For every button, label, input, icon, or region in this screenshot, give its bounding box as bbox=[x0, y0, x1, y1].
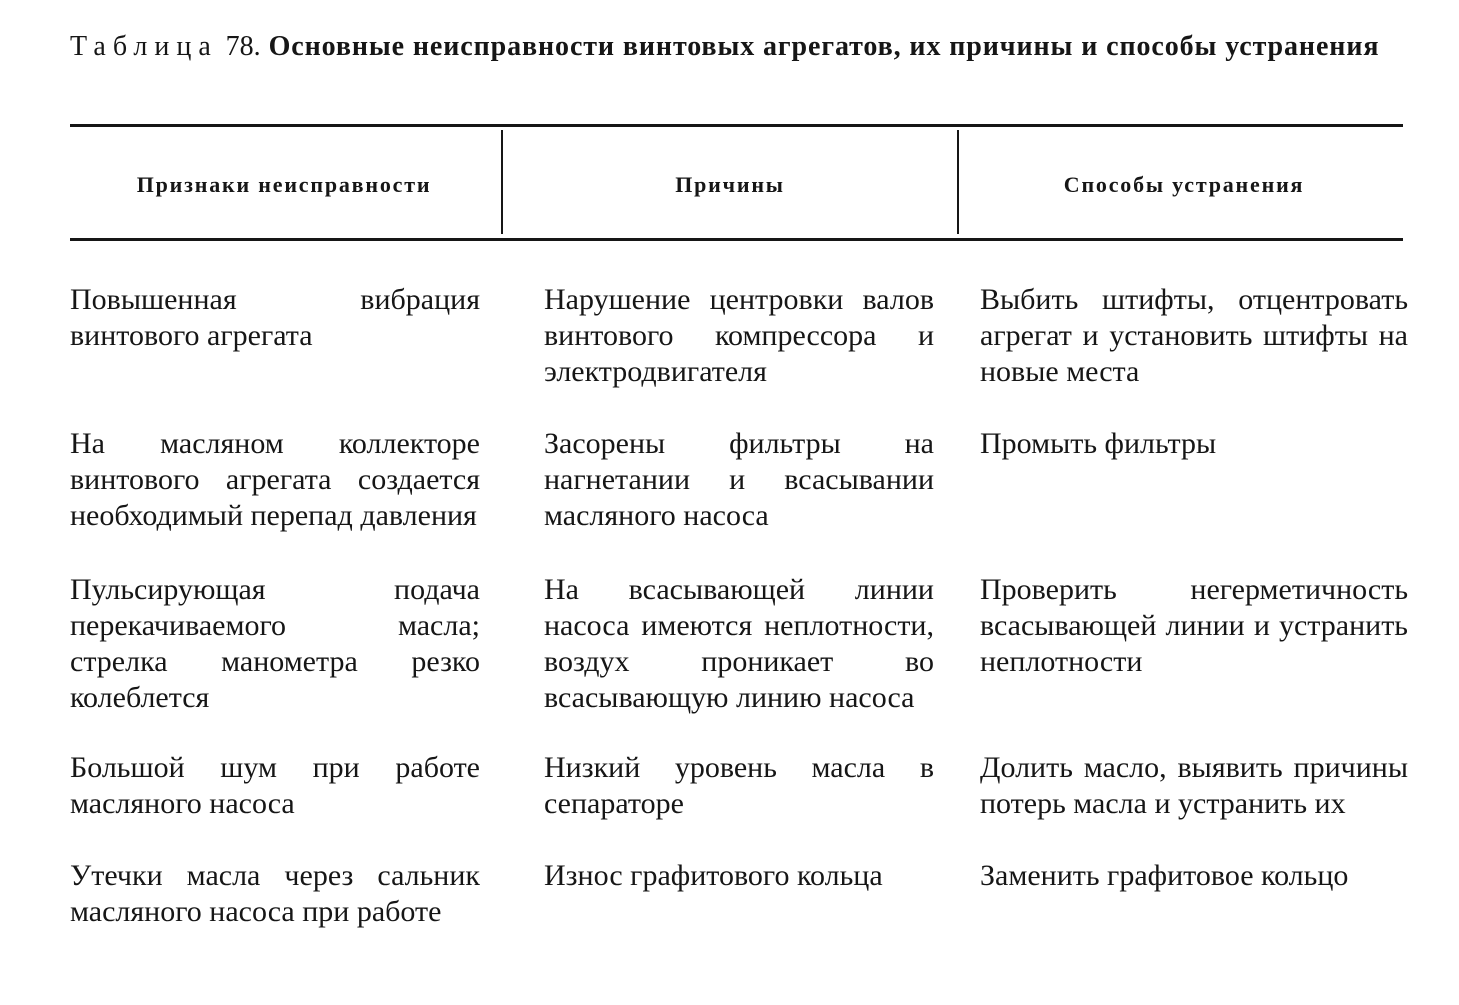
cell-cause: На всасывающей линии насоса имеются неплотности, воздух проникает во всасывающую линию насоса bbox=[544, 573, 934, 714]
header-signs: Признаки неисправности bbox=[136, 172, 432, 197]
cell-remedy: Промыть фильтры bbox=[980, 427, 1217, 460]
cell-sign: На масляном коллекторе винтового агрегата создается необходимый перепад давления bbox=[70, 427, 480, 532]
table-caption-number: 78. bbox=[225, 31, 261, 62]
cell-cause: Нарушение центровки валов винтового компрессора и электродвигателя bbox=[544, 283, 934, 388]
table-header-rule bbox=[70, 238, 1403, 241]
cell-remedy: Долить масло, выявить причины потерь масла и устранить их bbox=[980, 751, 1408, 820]
cell-remedy: Проверить негерметичность всасывающей линии и устранить неплотности bbox=[980, 573, 1408, 678]
cell-sign: Утечки масла через сальник масляного насоса при работе bbox=[70, 859, 480, 928]
cell-cause: Износ графитового кольца bbox=[544, 859, 883, 892]
table-top-rule bbox=[70, 124, 1403, 127]
table-caption bbox=[70, 28, 1400, 66]
cell-cause: Низкий уровень масла в сепараторе bbox=[544, 751, 934, 820]
header-causes: Причины bbox=[675, 172, 785, 197]
cell-remedy: Заменить графитовое кольцо bbox=[980, 859, 1349, 892]
header-divider-1 bbox=[501, 130, 503, 234]
cell-sign: Большой шум при работе масляного насоса bbox=[70, 751, 480, 820]
header-remedies: Способы устранения bbox=[1063, 172, 1305, 197]
table-caption-title: Основные неисправности винтовых агрегатов, их причины и способы устранения bbox=[268, 31, 1380, 62]
table-caption-label: Таблица bbox=[70, 31, 218, 62]
header-divider-2 bbox=[957, 130, 959, 234]
cell-remedy: Выбить штифты, отцентровать агрегат и установить штифты на новые места bbox=[980, 283, 1408, 388]
cell-sign: Повышенная вибрация винтового агрегата bbox=[70, 283, 480, 352]
cell-cause: Засорены фильтры на нагнетании и всасывании масляного насоса bbox=[544, 427, 934, 532]
cell-sign: Пульсирующая подача перекачиваемого масла; стрелка манометра резко колеблется bbox=[70, 573, 480, 714]
